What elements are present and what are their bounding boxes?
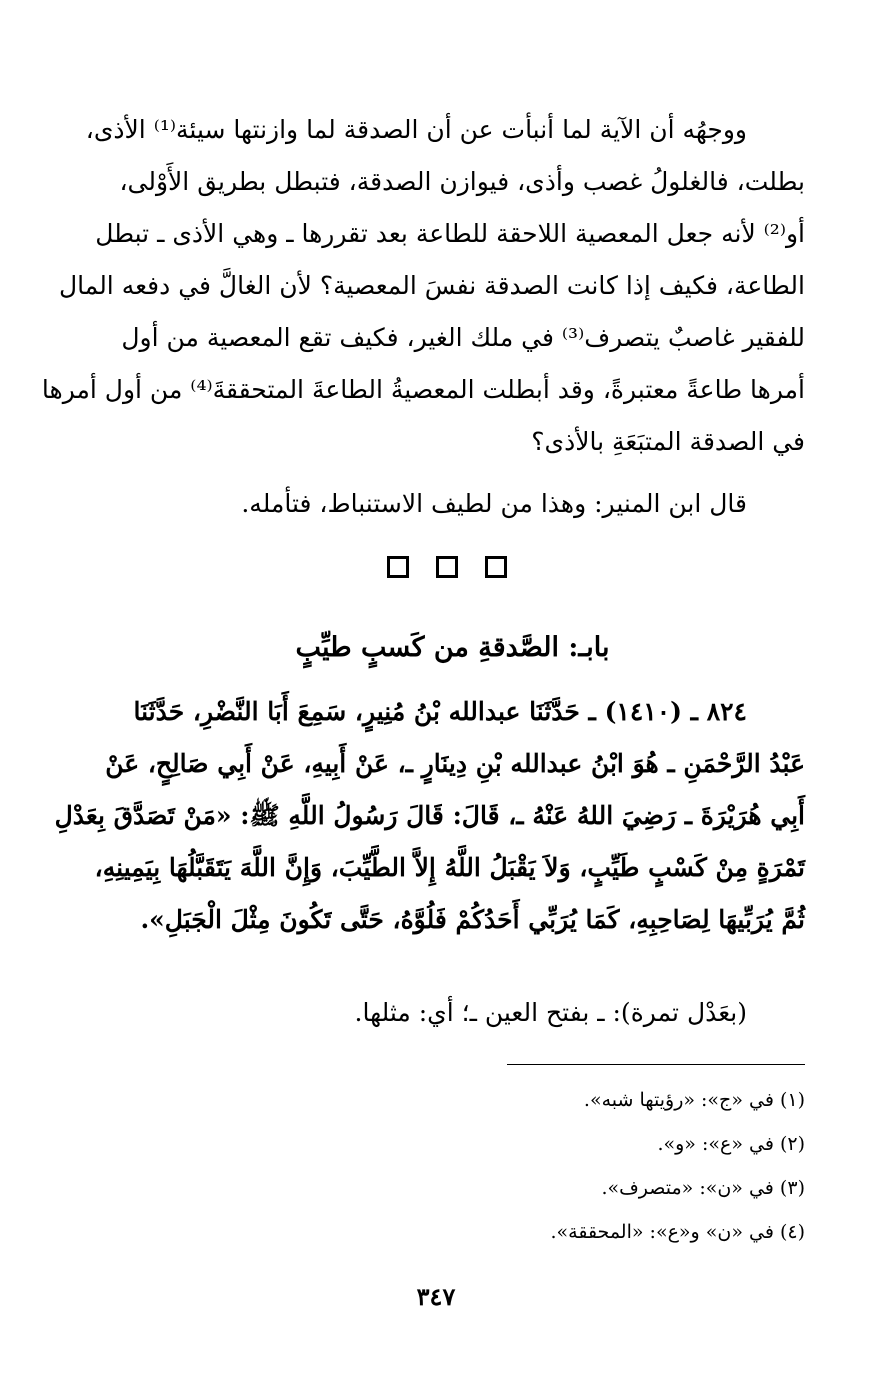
paragraph-line: أو⁽²⁾ لأنه جعل المعصية اللاحقة للطاعة بعد تقررها ـ وهي الأذى ـ تبطل <box>95 219 805 248</box>
hadith-line: عَبْدُ الرَّحْمَنِ ـ هُوَ ابْنُ عبدالله بْنِ دِينَارٍ ـ، عَنْ أَبِيهِ، عَنْ أَبِي صَالِحٍ، عَنْ <box>105 749 805 778</box>
paragraph-line: في الصدقة المتبَعَةِ بالأذى؟ <box>531 427 805 456</box>
gloss-line: (بعَدْل تمرة): ـ بفتح العين ـ؛ أي: مثلها. <box>354 998 747 1027</box>
paragraph-line: الطاعة، فكيف إذا كانت الصدقة نفسَ المعصية؟ لأن الغالَّ في دفعه المال <box>58 271 805 300</box>
footnote: (١) في «ج»: «رؤيتها شبه». <box>583 1089 805 1111</box>
paragraph-line: ووجهُه أن الآية لما أنبأت عن أن الصدقة لما وازنتها سيئة⁽¹⁾ الأذى، <box>85 115 747 144</box>
footnote: (٣) في «ن»: «متصرف». <box>601 1177 805 1199</box>
quote-line: قال ابن المنير: وهذا من لطيف الاستنباط، فتأمله. <box>241 489 747 518</box>
hadith-line: أَبِي هُرَيْرَةَ ـ رَضِيَ اللهُ عَنْهُ ـ، قَالَ: قَالَ رَسُولُ اللَّهِ ﷺ: «مَنْ تَصَدَّقَ بِعَدْلِ <box>54 801 805 830</box>
section-divider <box>387 556 507 586</box>
chapter-title: بابـ: الصَّدقةِ من كَسبٍ طيِّبٍ <box>295 632 610 663</box>
footnote: (٢) في «ع»: «و». <box>657 1133 805 1155</box>
hadith-line: ثُمَّ يُرَبِّيهَا لِصَاحِبِهِ، كَمَا يُرَبِّي أَحَدُكُمْ فَلُوَّهُ، حَتَّى تَكُونَ مِثْلَ الْجَبَلِ». <box>140 905 805 934</box>
hadith-line: تَمْرَةٍ مِنْ كَسْبٍ طَيِّبٍ، وَلاَ يَقْبَلُ اللَّهُ إِلاَّ الطَّيِّبَ، وَإِنَّ اللَّهَ يَتَقَبَّلُهَا بِيَمِينِهِ، <box>94 853 805 882</box>
footnotes <box>100 1078 805 1254</box>
square-ornament-icon <box>485 556 507 578</box>
gloss-paragraph <box>100 987 805 1039</box>
paragraph-line: أمرها طاعةً معتبرةً، وقد أبطلت المعصيةُ الطاعةَ المتحققةَ⁽⁴⁾ من أول أمرها <box>41 375 805 404</box>
hadith-paragraph <box>54 686 805 946</box>
paragraph-line: للفقير غاصبٌ يتصرف⁽³⁾ في ملك الغير، فكيف تقع المعصية من أول <box>121 323 805 352</box>
hadith-line: ٨٢٤ ـ (١٤١٠) ـ حَدَّثَنَا عبدالله بْنُ مُنِيرٍ، سَمِعَ أَبَا النَّضْرِ، حَدَّثَنَا <box>133 697 747 726</box>
paragraph-line: بطلت، فالغلولُ غصب وأذى، فيوازن الصدقة، فتبطل بطريق الأَوْلى، <box>119 167 805 196</box>
footnote-separator <box>507 1064 805 1065</box>
page-number: ٣٤٧ <box>416 1282 456 1311</box>
quote-paragraph <box>100 478 805 530</box>
footnote: (٤) في «ن» و«ع»: «المحققة». <box>550 1221 805 1243</box>
square-ornament-icon <box>436 556 458 578</box>
square-ornament-icon <box>387 556 409 578</box>
commentary-paragraph <box>41 104 805 468</box>
